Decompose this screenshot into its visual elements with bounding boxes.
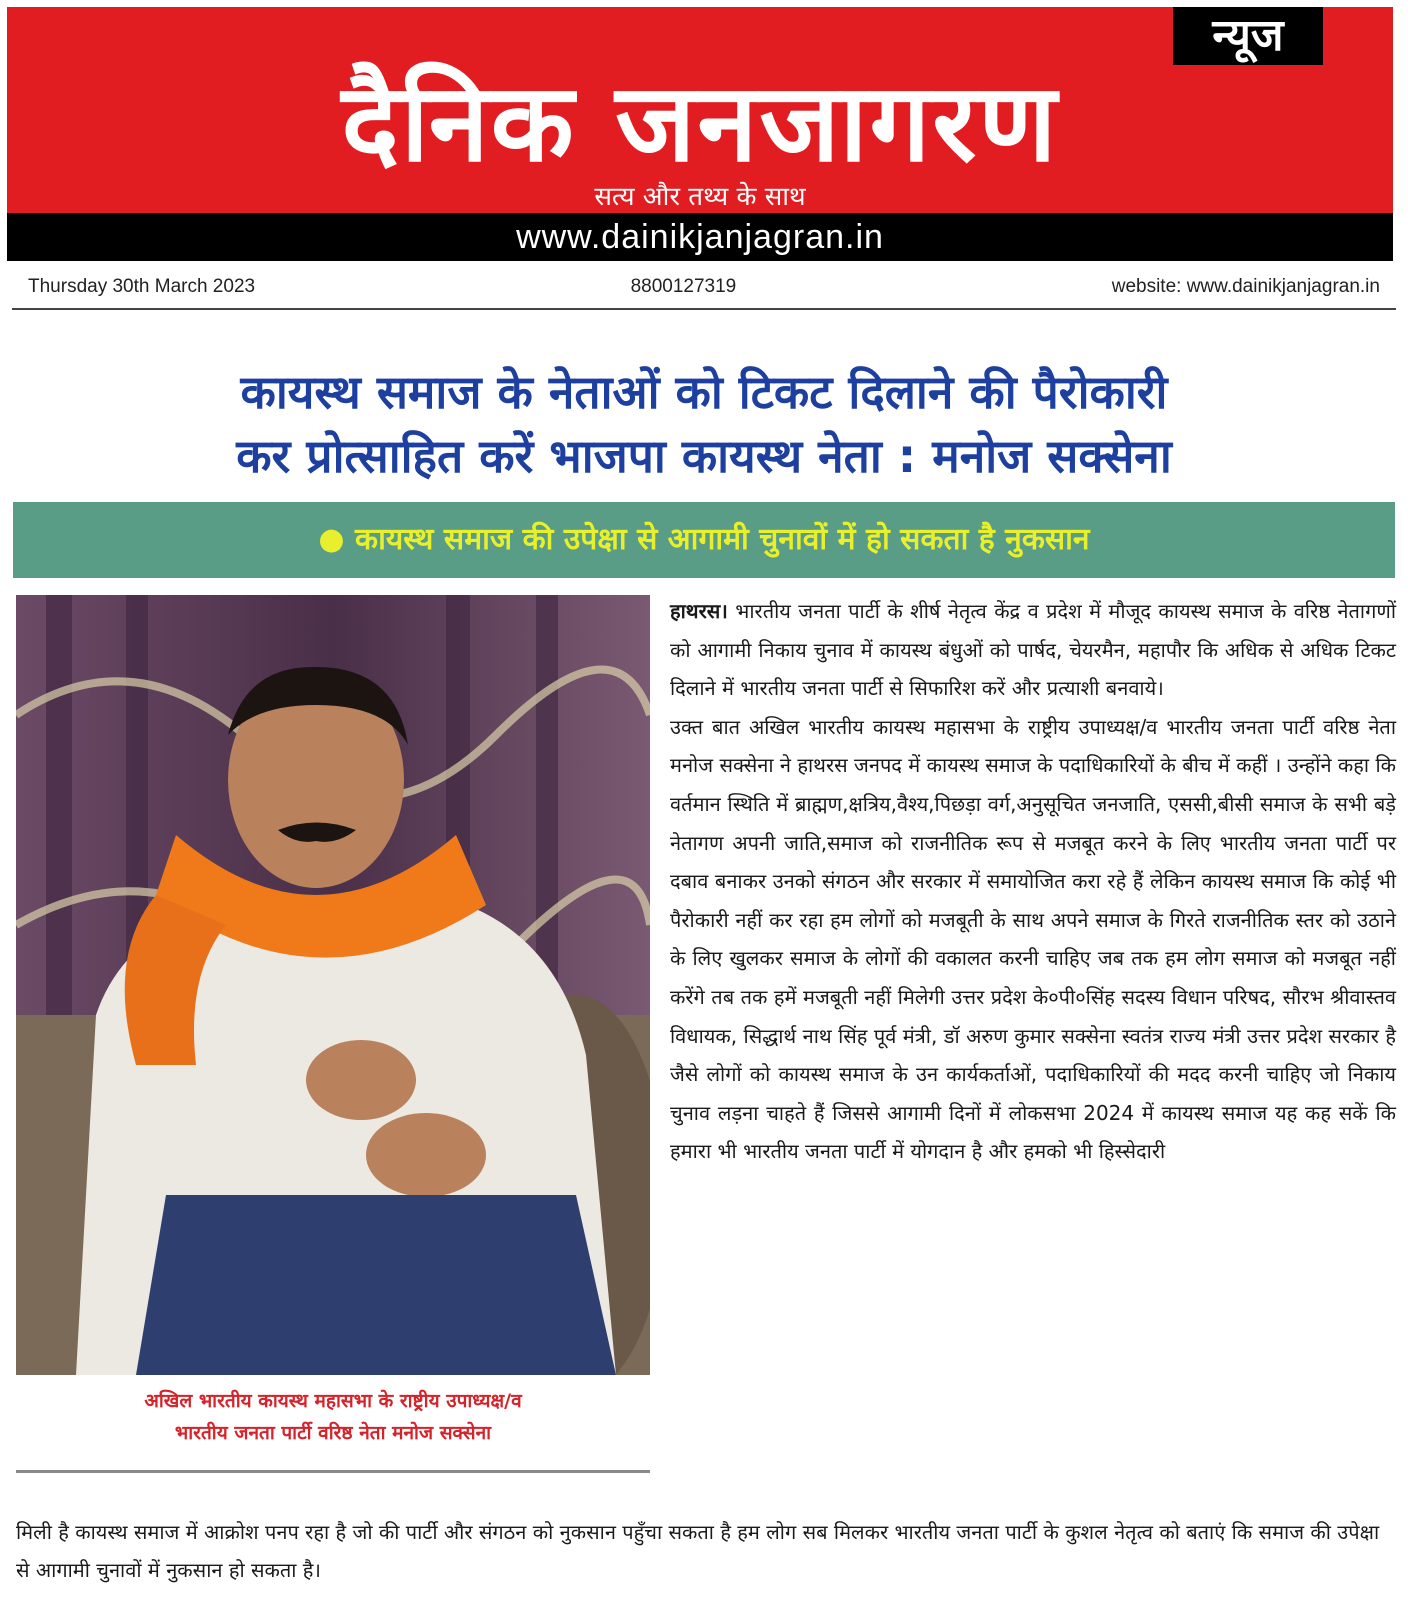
- article-paragraph-3: मिली है कायस्थ समाज में आक्रोश पनप रहा है जो की पार्टी और संगठन को नुकसान पहुँचा सकता है हम लोग सब मिलकर भारतीय जनता पार्टी के कुशल नेतृत्व को बताएं कि समाज की उपेक्षा से आगामी चुनावों में नुकसान हो सकता है।: [16, 1520, 1380, 1582]
- caption-line-2: भारतीय जनता पार्टी वरिष्ठ नेता मनोज सक्सेना: [174, 1422, 492, 1444]
- issue-info-row: [20, 270, 1388, 304]
- article-photo: [16, 595, 650, 1375]
- article-paragraph-1: [670, 592, 1396, 708]
- person-photo-illustration: [16, 595, 650, 1375]
- dateline: हाथरस।: [670, 599, 728, 623]
- caption-line-1: अखिल भारतीय कायस्थ महासभा के राष्ट्रीय उपाध्यक्ष/व: [144, 1390, 522, 1412]
- masthead-url: www.dainikjanjagran.in: [7, 213, 1393, 261]
- newspaper-logo: दैनिक जनजागरण: [341, 61, 1059, 186]
- issue-date: Thursday 30th March 2023: [28, 276, 256, 297]
- website-text: website: www.dainikjanjagran.in: [1111, 276, 1380, 297]
- headline: [20, 360, 1388, 488]
- subheadline: ● कायस्थ समाज की उपेक्षा से आगामी चुनावों में हो सकता है नुकसान: [13, 502, 1395, 578]
- caption-divider: [16, 1470, 650, 1473]
- tagline: सत्य और तथ्य के साथ: [594, 182, 806, 212]
- phone-number: 8800127319: [630, 276, 737, 297]
- photo-caption: [16, 1385, 650, 1449]
- article-paragraph-2: उक्त बात अखिल भारतीय कायस्थ महासभा के राष्ट्रीय उपाध्यक्ष/व भारतीय जनता पार्टी वरिष्ठ नेता मनोज सक्सेना ने हाथरस जनपद में कायस्थ समाज के पदाधिकारियों के बीच में कहीं । उन्होंने कहा कि वर्तमान स्थिति में ब्राह्मण,क्षत्रिय,वैश्य,पिछड़ा वर्ग,अनुसूचित जनजाति, एससी,बीसी समाज के सभी बड़े नेतागण अपनी जाति,समाज को राजनीतिक रूप से मजबूत करने के लिए भारतीय जनता पार्टी पर दबाव बनाकर उनको संगठन और सरकार में समायोजित करा रहे हैं लेकिन कायस्थ समाज कि कोई भी पैरोकारी नहीं कर रहा हम लोगों को मजबूती के साथ अपने समाज के गिरते राजनीतिक स्तर को उठाने के लिए खुलकर समाज के लोगों की वकालत करनी चाहिए जब तक हम लोग समाज को मजबूत नहीं करेंगे तब तक हमें मजबूती नहीं मिलेगी उत्तर प्रदेश के०पी०सिंह सदस्य विधान परिषद, सौरभ श्रीवास्तव विधायक, सिद्धार्थ नाथ सिंह पूर्व मंत्री, डॉ अरुण कुमार सक्सेना स्वतंत्र राज्य मंत्री उत्तर प्रदेश सरकार है जैसे लोगों को कायस्थ समाज के उन कार्यकर्ताओं, पदाधिकारियों की मदद करनी चाहिए जो निकाय चुनाव लड़ना चाहते हैं जिससे आगामी दिनों में लोकसभा 2024 में कायस्थ समाज यह कह सकें कि हमारा भी भारतीय जनता पार्टी में योगदान है और हमको भी हिस्सेदारी: [670, 714, 1396, 1164]
- paragraph-1-text: भारतीय जनता पार्टी के शीर्ष नेतृत्व केंद्र व प्रदेश में मौजूद कायस्थ समाज के वरिष्ठ नेतागणों को आगामी निकाय चुनाव में कायस्थ बंधुओं को पार्षद, चेयरमैन, महापौर कि अधिक से अधिक टिकट दिलाने में भारतीय जनता पार्टी से सिफारिश करें और प्रत्याशी बनवाये।: [670, 599, 1396, 701]
- headline-line-2: कर प्रोत्साहित करें भाजपा कायस्थ नेता : मनोज सक्सेना: [236, 429, 1172, 483]
- article-body-full-width: [16, 1513, 1392, 1589]
- masthead: [7, 7, 1393, 261]
- article-body-column: [670, 592, 1408, 1171]
- divider: [12, 308, 1396, 310]
- headline-line-1: कायस्थ समाज के नेताओं को टिकट दिलाने की पैरोकारी: [240, 365, 1168, 419]
- news-tag: न्यूज: [1173, 7, 1323, 65]
